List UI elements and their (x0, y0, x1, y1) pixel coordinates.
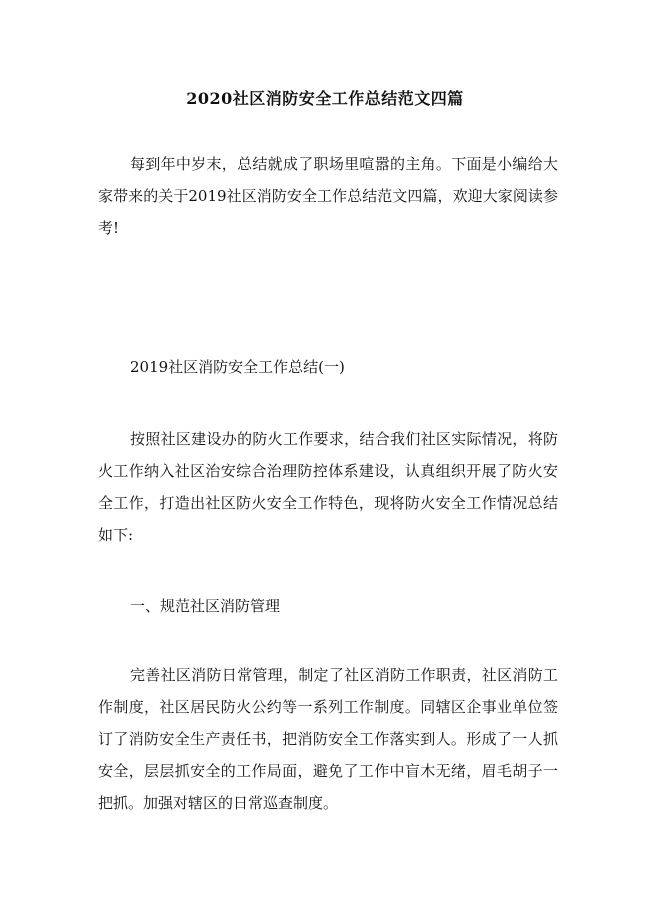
document-title: 2020社区消防安全工作总结范文四篇 (186, 89, 464, 108)
body-paragraph: 完善社区消防日常管理，制定了社区消防工作职责，社区消防工作制度，社区居民防火公约等一系列工作制度。同辖区企事业单位签订了消防安全生产责任书，把消防安全工作落实到人。形成了一人抓安全，层层抓安全的工作局面，避免了工作中盲木无绪，眉毛胡子一把抓。加强对辖区的日常巡查制度。 (98, 666, 558, 812)
body-paragraph: 按照社区建设办的防火工作要求，结合我们社区实际情况，将防火工作纳入社区治安综合治理防控体系建设，认真组织开展了防火安全工作，打造出社区防火安全工作特色，现将防火安全工作情况总结如下: (98, 430, 558, 544)
section-heading: 2019社区消防安全工作总结(一) (130, 358, 345, 376)
intro-paragraph: 每到年中岁末，总结就成了职场里喧嚣的主角。下面是小编给大家带来的关于2019社区消防安全工作总结范文四篇，欢迎大家阅读参考! (98, 155, 558, 237)
subsection-heading: 一、规范社区消防管理 (130, 597, 281, 615)
